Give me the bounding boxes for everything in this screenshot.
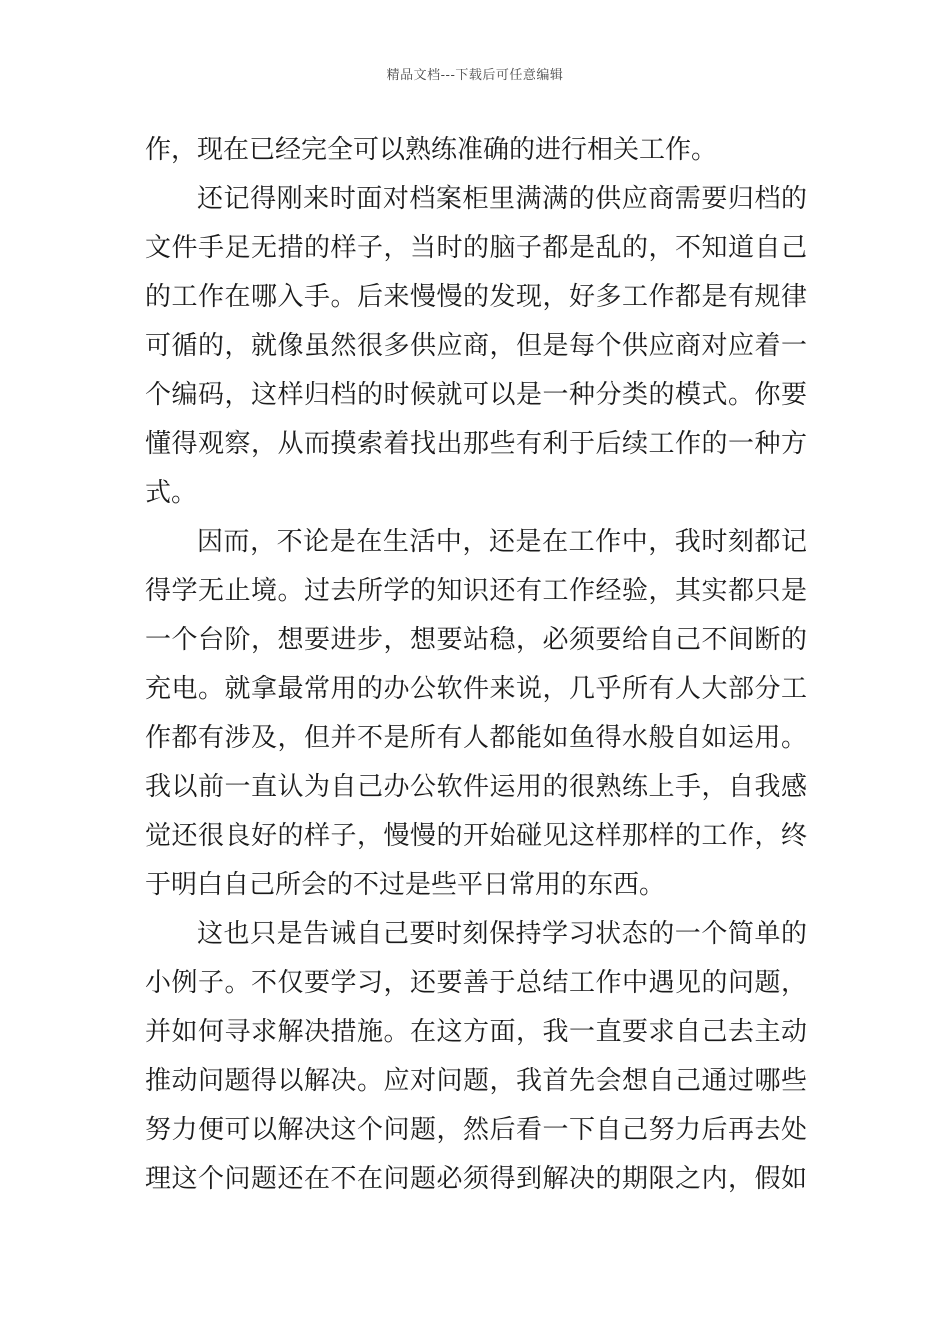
paragraph-3: [145, 518, 807, 910]
text-line: 的工作在哪入手。后来慢慢的发现，好多工作都是有规律: [145, 282, 807, 312]
text-line: 可循的，就像虽然很多供应商，但是每个供应商对应着一: [145, 331, 807, 361]
text-line: 充电。就拿最常用的办公软件来说，几乎所有人大部分工: [145, 674, 807, 704]
text-line: 于明白自己所会的不过是些平日常用的东西。: [145, 870, 666, 900]
text-line: 一个台阶，想要进步，想要站稳，必须要给自己不间断的: [145, 625, 807, 655]
text-line: 推动问题得以解决。应对问题，我首先会想自己通过哪些: [145, 1066, 807, 1096]
text-line: 文件手足无措的样子，当时的脑子都是乱的，不知道自己: [145, 233, 807, 263]
text-line: 我以前一直认为自己办公软件运用的很熟练上手，自我感: [145, 772, 807, 802]
text-line: 得学无止境。过去所学的知识还有工作经验，其实都只是: [145, 576, 807, 606]
text-line: 个编码，这样归档的时候就可以是一种分类的模式。你要: [145, 380, 807, 410]
page-header: 精品文档---下载后可任意编辑: [386, 68, 564, 83]
paragraph-1: [145, 126, 807, 175]
text-line: 还记得刚来时面对档案柜里满满的供应商需要归档的: [197, 184, 807, 214]
text-line: 作，现在已经完全可以熟练准确的进行相关工作。: [145, 135, 718, 165]
paragraph-4: [145, 910, 807, 1204]
text-line: 式。: [145, 478, 198, 508]
text-line: 觉还很良好的样子，慢慢的开始碰见这样那样的工作，终: [145, 821, 807, 851]
text-line: 懂得观察，从而摸索着找出那些有利于后续工作的一种方: [145, 429, 807, 459]
text-line: 作都有涉及，但并不是所有人都能如鱼得水般自如运用。: [145, 723, 807, 753]
text-line: 这也只是告诫自己要时刻保持学习状态的一个简单的: [197, 919, 807, 949]
text-line: 因而，不论是在生活中，还是在工作中，我时刻都记: [197, 527, 807, 557]
text-line: 并如何寻求解决措施。在这方面，我一直要求自己去主动: [145, 1017, 807, 1047]
text-line: 小例子。不仅要学习，还要善于总结工作中遇见的问题，: [145, 968, 807, 998]
text-line: 努力便可以解决这个问题，然后看一下自己努力后再去处: [145, 1115, 807, 1145]
paragraph-2: [145, 175, 807, 518]
text-line: 理这个问题还在不在问题必须得到解决的期限之内，假如: [145, 1164, 807, 1194]
document-body: [145, 126, 807, 1204]
